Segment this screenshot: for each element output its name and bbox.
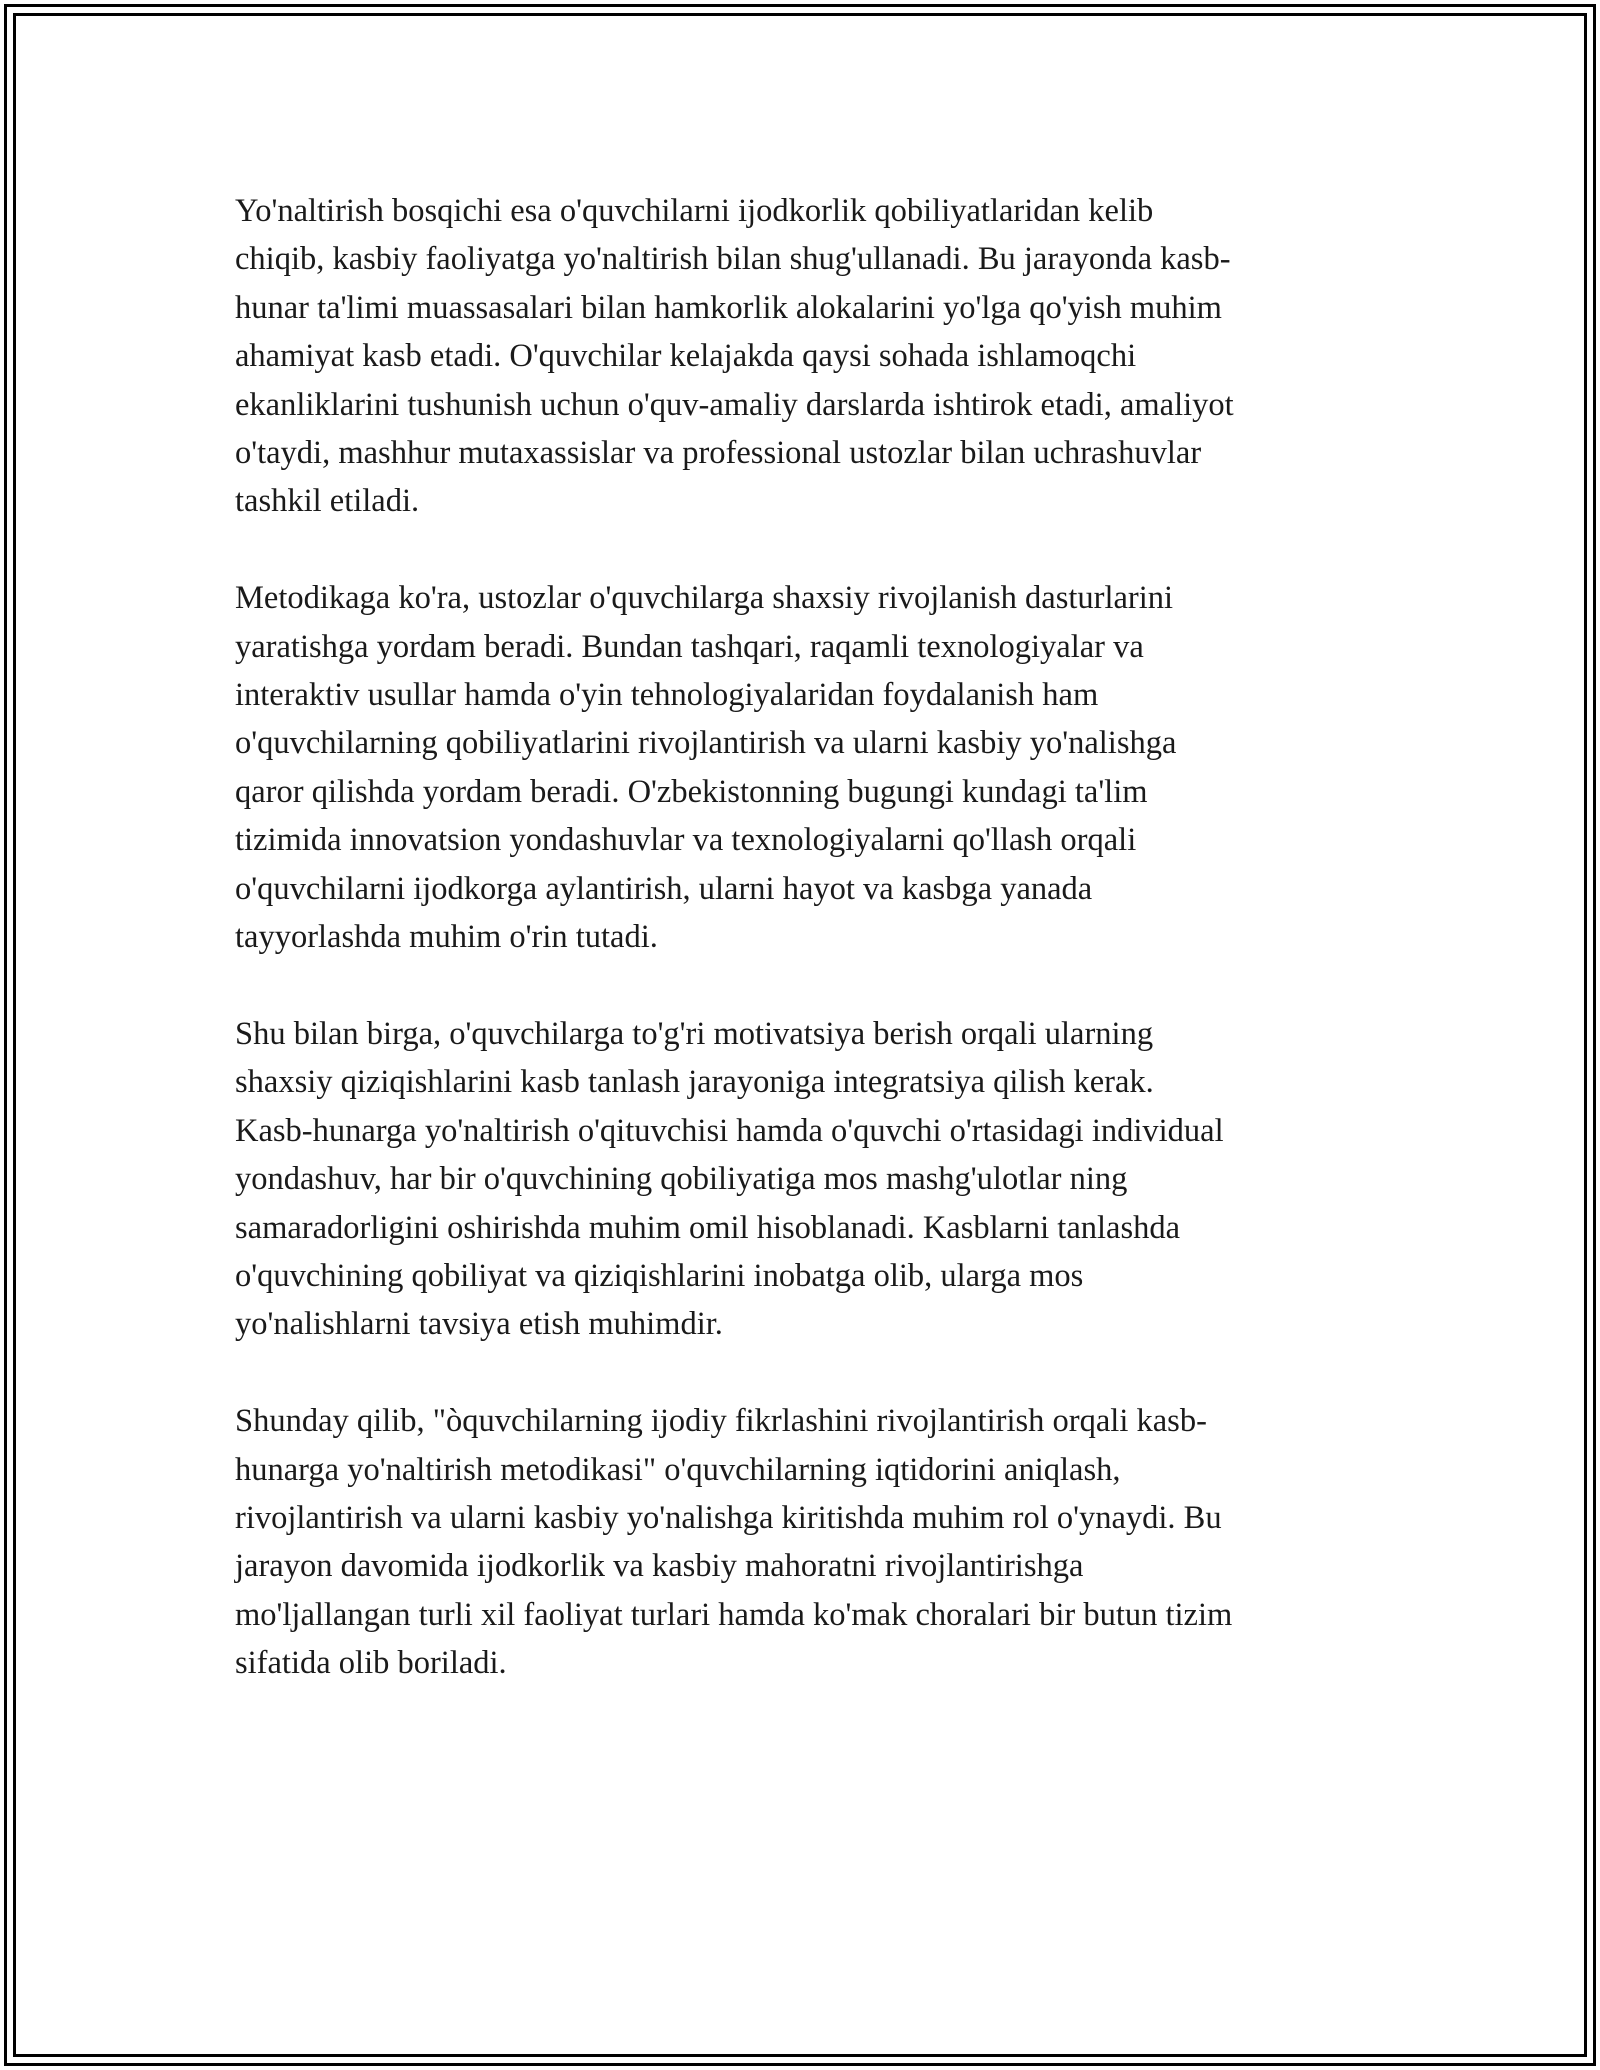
document-body <box>235 187 1365 1736</box>
paragraph-line: o'quvchining qobiliyat va qiziqishlarini inobatga olib, ularga mos <box>235 1257 1084 1294</box>
paragraph-line: yo'nalishlarni tavsiya etish muhimdir. <box>235 1306 723 1343</box>
paragraph-line: jarayon davomida ijodkorlik va kasbiy mahoratni rivojlantirishga <box>235 1548 1084 1585</box>
paragraph-line: yondashuv, har bir o'quvchining qobiliyatiga mos mashg'ulotlar ning <box>235 1161 1128 1198</box>
paragraph-line: interaktiv usullar hamda o'yin tehnologiyalaridan foydalanish ham <box>235 677 1099 714</box>
paragraph-line: hunar ta'limi muassasalari bilan hamkorlik alokalarini yo'lga qo'yish muhim <box>235 289 1222 326</box>
paragraph-line: samaradorligini oshirishda muhim omil hisoblanadi. Kasblarni tanlashda <box>235 1209 1181 1246</box>
paragraph-line: tashkil etiladi. <box>235 483 420 520</box>
paragraph-3 <box>235 1010 1365 1349</box>
paragraph-line: Metodikaga ko'ra, ustozlar o'quvchilarga shaxsiy rivojlanish dasturlarini <box>235 580 1174 617</box>
paragraph-line: Shu bilan birga, o'quvchilarga to'g'ri motivatsiya berish orqali ularning <box>235 1015 1154 1052</box>
paragraph-line: o'quvchilarning qobiliyatlarini rivojlantirish va ularni kasbiy yo'nalishga <box>235 725 1177 762</box>
paragraph-1 <box>235 187 1365 526</box>
paragraph-line: ekanliklarini tushunish uchun o'quv-amaliy darslarda ishtirok etadi, amaliyot <box>235 386 1234 423</box>
paragraph-line: Kasb-hunarga yo'naltirish o'qituvchisi hamda o'quvchi o'rtasidagi individual <box>235 1112 1224 1149</box>
paragraph-line: Shunday qilib, "òquvchilarning ijodiy fikrlashini rivojlantirish orqali kasb- <box>235 1403 1207 1440</box>
paragraph-line: mo'ljallangan turli xil faoliyat turlari hamda ko'mak choralari bir butun tizim <box>235 1596 1233 1633</box>
paragraph-line: o'quvchilarni ijodkorga aylantirish, ularni hayot va kasbga yanada <box>235 870 1093 907</box>
paragraph-line: shaxsiy qiziqishlarini kasb tanlash jarayoniga integratsiya qilish kerak. <box>235 1064 1154 1101</box>
paragraph-line: qaror qilishda yordam beradi. O'zbekistonning bugungi kundagi ta'lim <box>235 773 1148 810</box>
paragraph-line: ahamiyat kasb etadi. O'quvchilar kelajakda qaysi sohada ishlamoqchi <box>235 338 1137 375</box>
paragraph-line: hunarga yo'naltirish metodikasi" o'quvchilarning iqtidorini aniqlash, <box>235 1451 1121 1488</box>
paragraph-line: o'taydi, mashhur mutaxassislar va professional ustozlar bilan uchrashuvlar <box>235 435 1202 472</box>
paragraph-line: chiqib, kasbiy faoliyatga yo'naltirish bilan shug'ullanadi. Bu jarayonda kasb- <box>235 241 1231 278</box>
paragraph-line: tizimida innovatsion yondashuvlar va texnologiyalarni qo'llash orqali <box>235 822 1137 859</box>
paragraph-line: Yo'naltirish bosqichi esa o'quvchilarni ijodkorlik qobiliyatlaridan kelib <box>235 193 1154 229</box>
paragraph-4 <box>235 1397 1365 1687</box>
paragraph-line: rivojlantirish va ularni kasbiy yo'nalishga kiritishda muhim rol o'ynaydi. Bu <box>235 1499 1222 1536</box>
paragraph-line: tayyorlashda muhim o'rin tutadi. <box>235 919 658 956</box>
paragraph-line: yaratishga yordam beradi. Bundan tashqari, raqamli texnologiyalar va <box>235 628 1144 665</box>
paragraph-line: sifatida olib boriladi. <box>235 1645 507 1682</box>
paragraph-2 <box>235 574 1365 961</box>
